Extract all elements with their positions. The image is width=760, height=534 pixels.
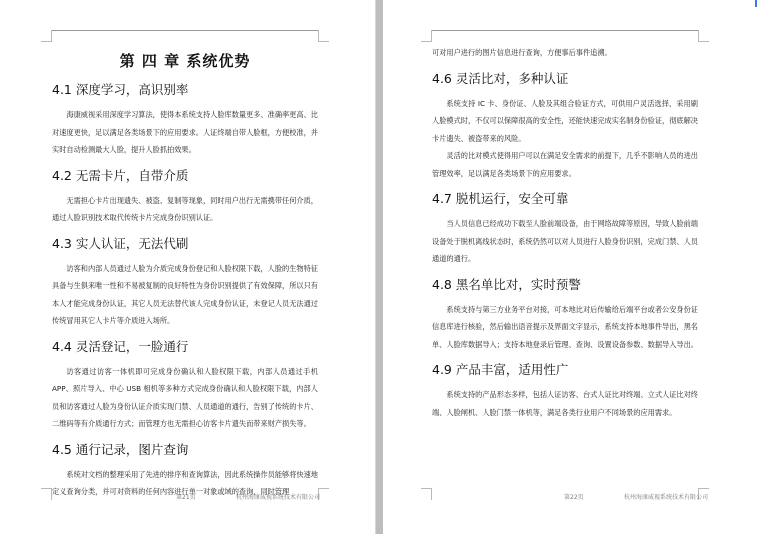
- footer-corner-left: [41, 488, 52, 500]
- cursor-marker: [755, 0, 757, 7]
- page-body: [52, 47, 321, 501]
- header-rule: [432, 30, 698, 31]
- section-title: 4.7 脱机运行，安全可靠: [432, 191, 569, 206]
- footer-page-number: 第22页: [564, 494, 584, 501]
- section-title: 4.1 深度学习，高识别率: [52, 82, 189, 97]
- header-corner-left: [41, 30, 52, 42]
- section-paragraph: 当人员信息已经成功下载至人脸前端设备，由于网络故障等原因，导致人脸前端设备处于脱机离线状态时，系统仍然可以对人员进行人脸身份识别，完成门禁、人员通道的通行。: [432, 219, 698, 263]
- section-title: 4.4 灵活登记，一脸通行: [52, 338, 189, 354]
- section-paragraph: 海康威视采用深度学习算法，使得本系统支持人脸库数量更多、准确率更高、比对速度更快，足以满足各类场景下的应用要求。人证终端自带人脸框，方便校准，并实时自动检测最大人脸，提升人脸抓拍效果。: [52, 110, 318, 154]
- page-separator: [375, 0, 383, 534]
- section-title: 4.2 无需卡片，自带介质: [52, 167, 189, 183]
- header-corner-right: [698, 30, 709, 42]
- section-title: 4.9 产品丰富，适用性广: [432, 362, 569, 377]
- section-paragraph: 系统支持与第三方业务平台对接，可本地比对后传输给后端平台或者公安身份证信息库进行核验，然后输出语音提示及界面文字显示，系统支持本地事件导出，黑名单、人脸库数据导入；支持本地登录后管理、查询、设置设备参数、数据导入导出。: [432, 304, 698, 349]
- section-title: 4.3 实人认证，无法代刷: [52, 235, 189, 251]
- footer-corner-left: [421, 488, 432, 500]
- footer-company: 杭州海康威视系统技术有限公司: [624, 494, 709, 501]
- section-paragraph: 系统支持的产品形态多样，包括人证访客、台式人证比对终端、立式人证比对终端、人脸闸机、人脸门禁一体机等，满足各类行业用户不同场景的应用需求。: [432, 390, 698, 417]
- document-page-22: [383, 0, 760, 534]
- chapter-title: 第 四 章 系统优势: [119, 52, 251, 70]
- section-paragraph: 访客通过访客一体机即可完成身份确认和人脸权限下载，内部人员通过手机APP、照片导入、中心 USB 相机等多种方式完成身份确认和人脸权限下载，内部人员和访客通过人脸为身份认证介质实现门禁、人员通道的通行，告别了传统的卡片、二维码等有介质通行方式；而管理方也无需担心访客卡片遗失而带来财产损失等。: [52, 366, 318, 428]
- section-paragraph: 系统支持 IC 卡、身份证、人脸及其组合验证方式，可供用户灵活选择，采用刷人脸模式时，不仅可以保障很高的安全性，还能快速完成实名制身份验证，彻底解决卡片遗失、被盗带来的风险。: [432, 98, 698, 143]
- section-paragraph: 系统对文档的整理采用了先进的排序和查询算法，因此系统操作员能够将快速地定义查询分类，并可对资料的任何内容进行单一对象或域的查询，同时管理: [52, 469, 318, 496]
- footer-page-number: 第21页: [176, 494, 196, 501]
- continued-paragraph: 可对用户进行的图片信息进行查询，方便事后事件追溯。: [432, 48, 612, 57]
- section-title: 4.8 黑名单比对，实时预警: [432, 276, 581, 292]
- section-title: 4.6 灵活比对，多种认证: [432, 70, 569, 86]
- document-page-21: [0, 0, 375, 534]
- header-rule: [52, 30, 318, 31]
- section-title: 4.5 通行记录，图片查询: [52, 441, 189, 457]
- section-paragraph: 无需担心卡片出现遗失、被盗、复制等现象，同时用户出行无需携带任何介质，通过人脸识别技术取代传统卡片完成身份识别认证。: [52, 195, 318, 222]
- header-corner-left: [421, 30, 432, 42]
- footer-company: 杭州海康威视系统技术有限公司: [236, 494, 321, 501]
- header-corner-right: [318, 30, 329, 42]
- section-paragraph: 访客和内部人员通过人脸为介质完成身份登记和人脸权限下载，人脸的生物特征具备与生俱来唯一性和不易被复制的良好特性为身份识别提供了有效保障，所以只有本人才能完成身份认证，其它人员无法替代该人完成身份认证，未登记人员无法通过传统冒用其它人卡片等介质进入场所。: [52, 263, 318, 325]
- page-body: [432, 44, 698, 421]
- section-paragraph: 灵活的比对模式使得用户可以在满足安全需求的前提下，几乎不影响人员的进出管理效率，足以满足各类场景下的应用要求。: [432, 151, 698, 178]
